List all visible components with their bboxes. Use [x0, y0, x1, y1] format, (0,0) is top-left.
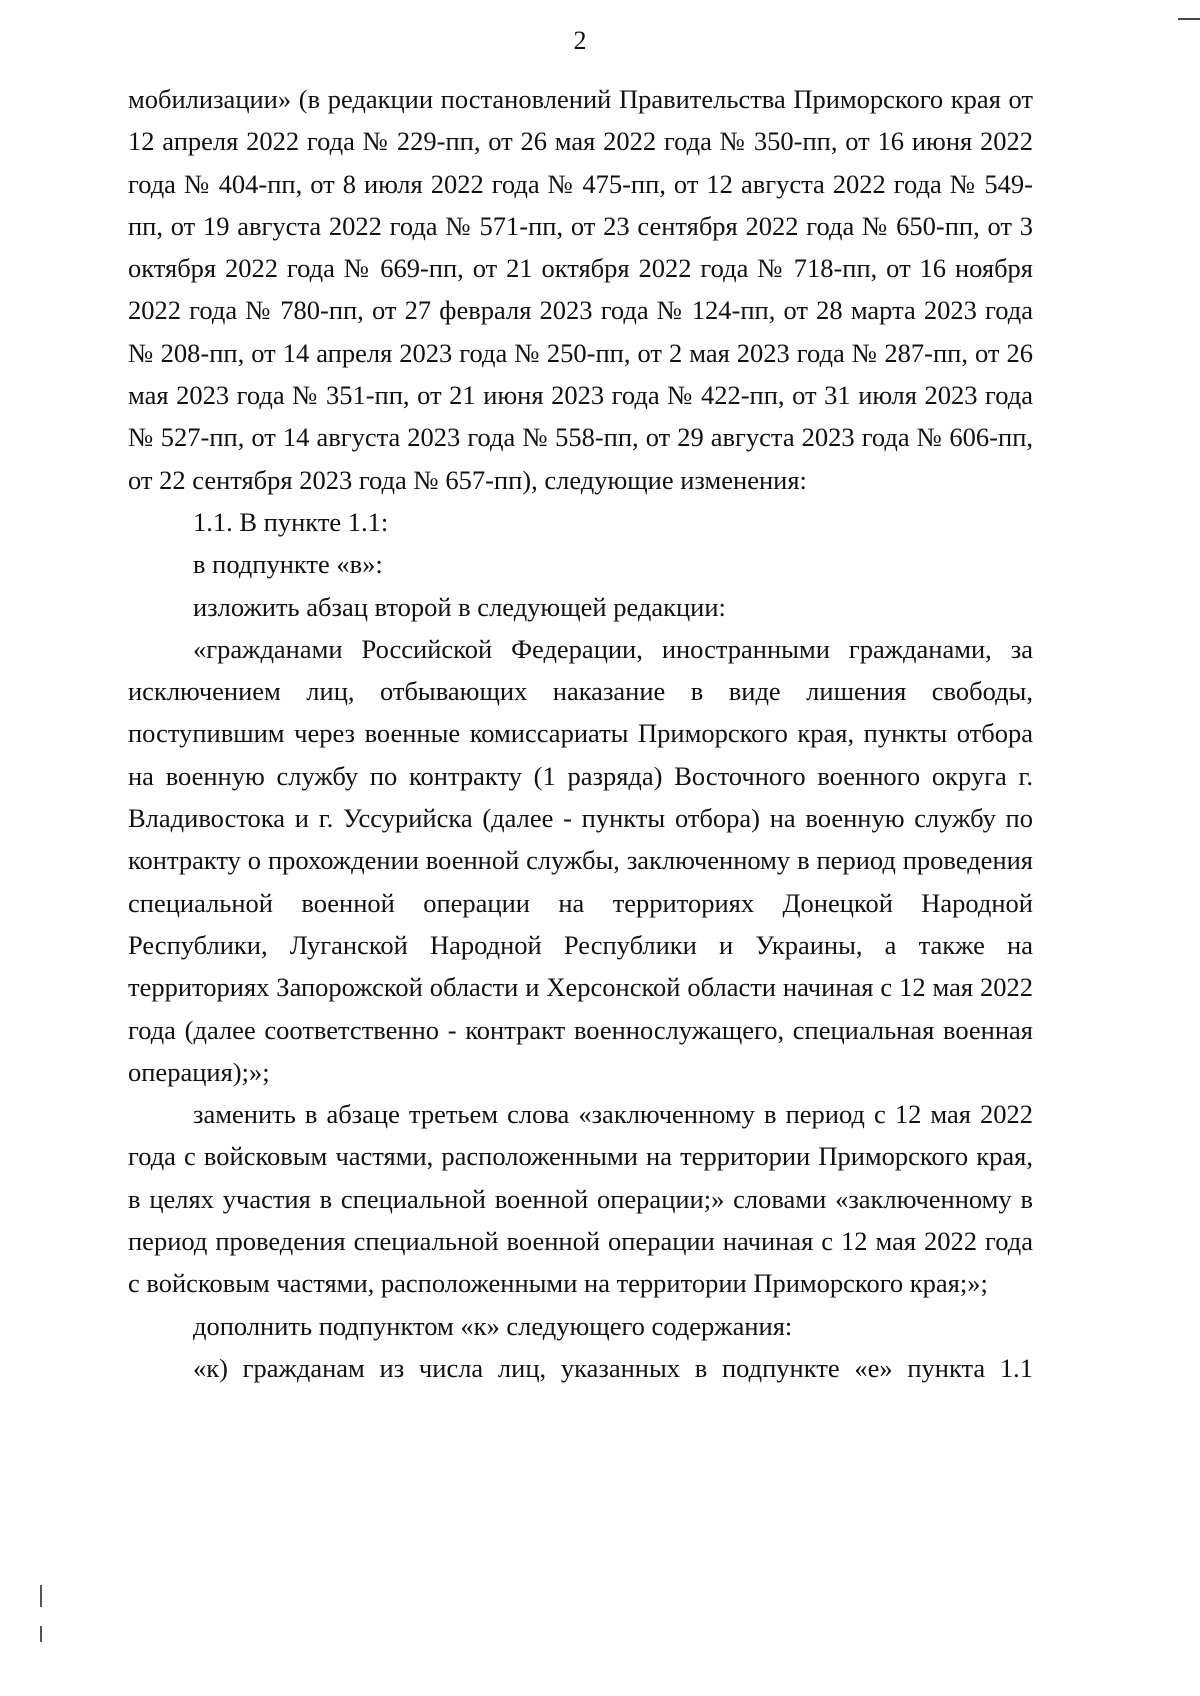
paragraph-point-heading: 1.1. В пункте 1.1: [193, 506, 389, 537]
paragraph-instruction: изложить абзац второй в следующей редакции: [193, 591, 726, 622]
document-body [128, 78, 1033, 1389]
paragraph-add-subpoint: дополнить подпунктом «к» следующего содержания: [193, 1310, 793, 1341]
paragraph-new-text-citizens: «гражданами Российской Федерации, иностранными гражданами, за исключением лиц, отбывающих наказание в виде лишения свободы, поступившим через военные комиссариаты Приморского края, пункты отбора на военную службу по контракту (1 разряда) Восточного военного округа г. Владивостока и г. Уссурийска (далее - пункты отбора) на военную службу по контракту о прохождении военной службы, заключенному в период проведения специальной военной операции на территориях Донецкой Народной Республики, Луганской Народной Республики и Украины, а также на территориях Запорожской области и Херсонской области начиная с 12 мая 2022 года (далее соответственно - контракт военнослужащего, специальная военная операция);»; [128, 633, 1033, 1087]
page-number: 2 [573, 26, 587, 55]
scan-margin-mark [40, 1626, 42, 1642]
paragraph-subpoint-k: «к) гражданам из числа лиц, указанных в подпункте «е» пункта 1.1 [193, 1352, 1033, 1383]
scan-margin-mark [40, 1585, 42, 1607]
scan-edge-mark [1178, 18, 1200, 20]
paragraph-subpoint-heading: в подпункте «в»: [193, 549, 383, 580]
paragraph-amendments-intro: мобилизации» (в редакции постановлений Правительства Приморского края от 12 апреля 2022 года № 229-пп, от 26 мая 2022 года № 350-пп, от 16 июня 2022 года № 404-пп, от 8 июля 2022 года № 475-пп, от 12 августа 2022 года № 549-пп, от 19 августа 2022 года № 571-пп, от 23 сентября 2022 года № 650-пп, от 3 октября 2022 года № 669-пп, от 21 октября 2022 года № 718-пп, от 16 ноября 2022 года № 780-пп, от 27 февраля 2023 года № 124-пп, от 28 марта 2023 года № 208-пп, от 14 апреля 2023 года № 250-пп, от 2 мая 2023 года № 287-пп, от 26 мая 2023 года № 351-пп, от 21 июня 2023 года № 422-пп, от 31 июля 2023 года № 527-пп, от 14 августа 2023 года № 558-пп, от 29 августа 2023 года № 606-пп, от 22 сентября 2023 года № 657-пп), следующие изменения: [128, 84, 1033, 495]
paragraph-replace-words: заменить в абзаце третьем слова «заключенному в период с 12 мая 2022 года с войсковым частями, расположенными на территории Приморского края, в целях участия в специальной военной операции;» словами «заключенному в период проведения специальной военной операции начиная с 12 мая 2022 года с войсковым частями, расположенными на территории Приморского края;»; [128, 1099, 1033, 1299]
